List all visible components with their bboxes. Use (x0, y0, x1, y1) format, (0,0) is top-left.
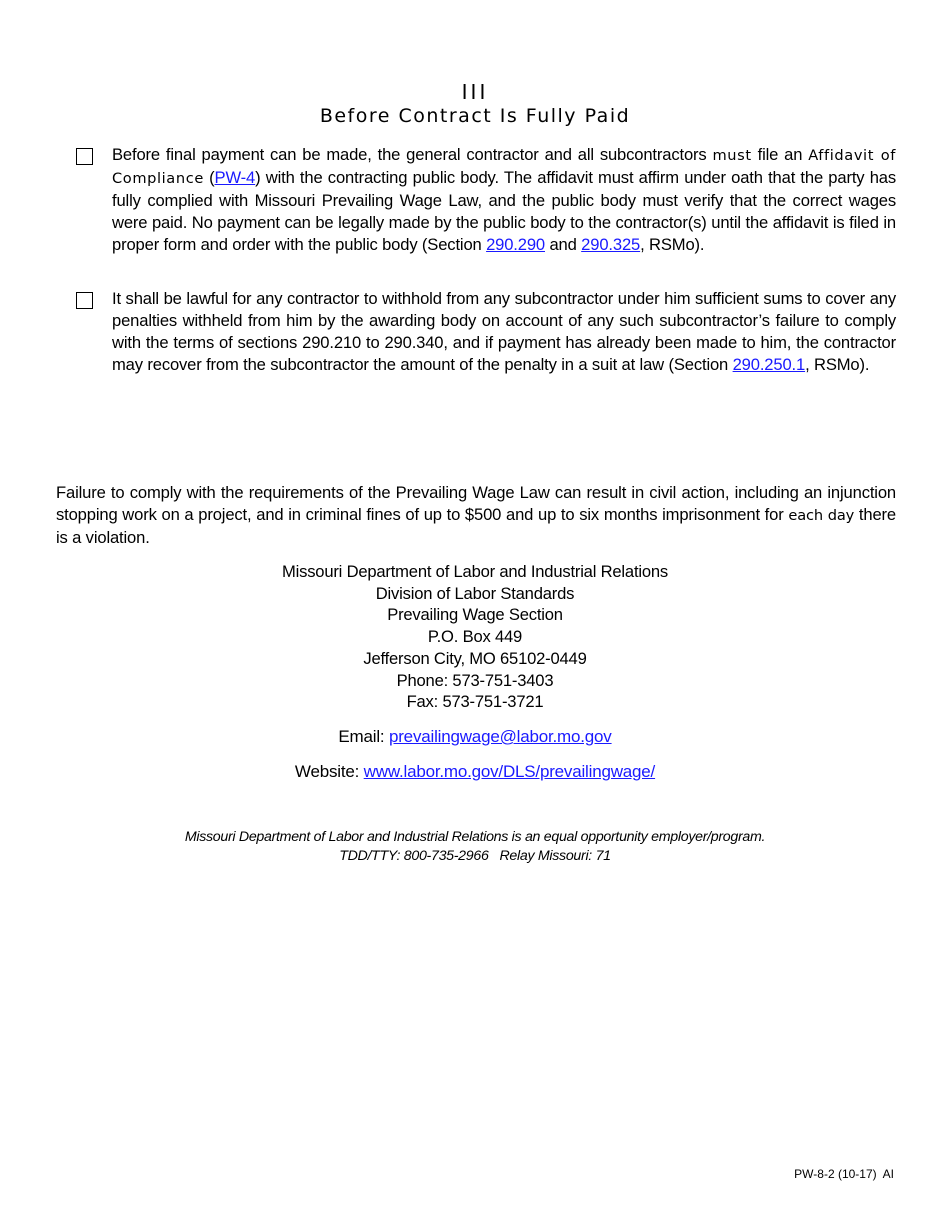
emphasized-text: Affidavit of Compliance (112, 147, 896, 187)
checklist-item-text (112, 144, 896, 256)
emphasized-text: must (712, 147, 752, 164)
section-title: Before Contract Is Fully Paid (319, 105, 631, 127)
warning-text: Failure to comply with the requirements of the Prevailing Wage Law can result in civil action, including an injunction stopping work on a project, and in criminal fines of up to $500 and up to six months imprisonment for (56, 483, 896, 524)
body-text: , RSMo). (805, 355, 870, 374)
body-text: Before final payment can be made, the general contractor and all subcontractors (112, 145, 713, 164)
body-text: ) with the contracting public body. The affidavit must affirm under oath that the party has fully complied with Missouri Prevailing Wage Law, and the public body must verify that the correct wages were paid. No payment can be legally made by the public body to the contractor(s) until the affidavit is filed in proper form and order with the public body (Section (112, 168, 896, 254)
address-line: Division of Labor Standards (375, 583, 575, 603)
statute-link[interactable]: 290.250.1 (732, 355, 806, 374)
fax-line: Fax: 573-751-3721 (406, 692, 544, 712)
address-line: Prevailing Wage Section (387, 605, 563, 625)
eeo-statement: Missouri Department of Labor and Industrial Relations is an equal opportunity employer/program. (184, 829, 766, 845)
statute-link[interactable]: 290.325 (581, 235, 641, 254)
statute-link[interactable]: PW-4 (214, 168, 256, 187)
email-label: Email: (338, 727, 389, 746)
address-line: P.O. Box 449 (427, 627, 523, 647)
violation-warning-paragraph (56, 482, 896, 549)
body-text: file an (751, 145, 809, 164)
body-text: , RSMo). (640, 235, 705, 254)
warning-emphasis: each day (788, 507, 855, 524)
address-line: Missouri Department of Labor and Industrial Relations (281, 562, 668, 581)
mailing-address (0, 561, 950, 713)
checklist-item-text (112, 288, 896, 376)
website-line (0, 762, 950, 782)
section-number: III (461, 80, 489, 104)
website-link[interactable]: www.labor.mo.gov/DLS/prevailingwage/ (363, 762, 656, 781)
statute-link[interactable]: 290.290 (486, 235, 545, 254)
tdd-relay-line: TDD/TTY: 800-735-2966 Relay Missouri: 71 (339, 848, 611, 864)
checkbox[interactable] (76, 148, 93, 165)
email-link[interactable]: prevailingwage@labor.mo.gov (388, 727, 612, 746)
warning-text: there is a violation. (56, 505, 896, 547)
address-line: Jefferson City, MO 65102-0449 (363, 648, 587, 668)
email-line (0, 727, 950, 747)
eeo-notice (0, 828, 950, 866)
phone-line: Phone: 573-751-3403 (396, 670, 554, 690)
form-number: PW-8-2 (10-17) AI (794, 1167, 894, 1181)
body-text: It shall be lawful for any contractor to withhold from any subcontractor under him sufficient sums to cover any penalties withheld from him by the awarding body on account of any such subcontractor’s failure to comply with the terms of sections 290.210 to 290.340, and if payment has already been made to him, the contractor may recover from the subcontractor the amount of the penalty in a suit at law (Section (112, 289, 896, 374)
website-label: Website: (294, 762, 364, 781)
checkbox[interactable] (76, 292, 93, 309)
body-text: and (545, 235, 582, 254)
body-text: ( (203, 168, 215, 187)
